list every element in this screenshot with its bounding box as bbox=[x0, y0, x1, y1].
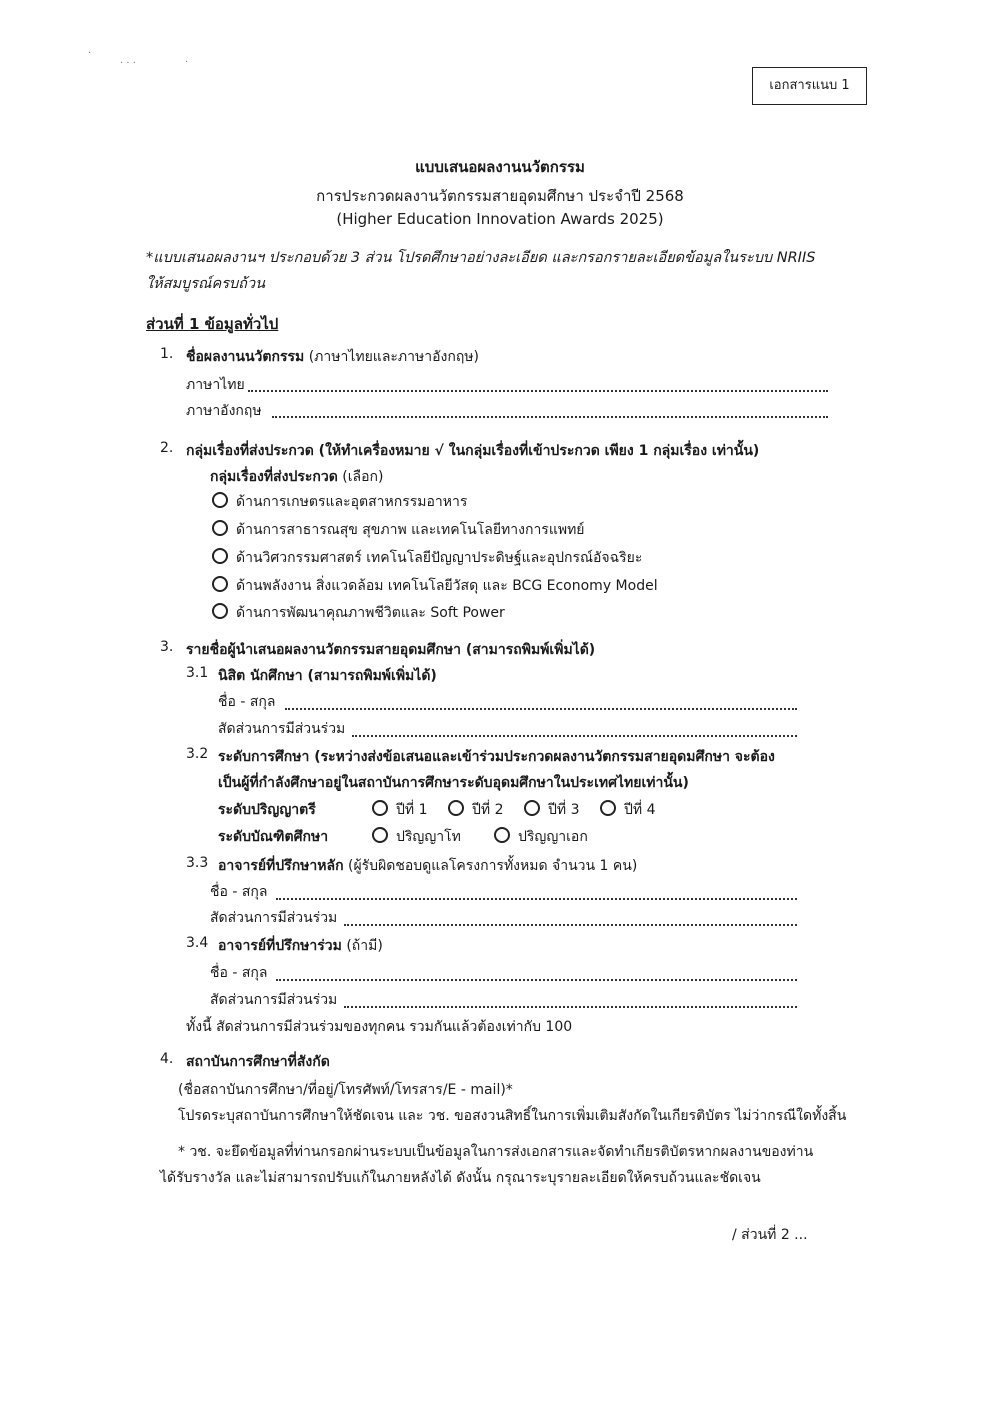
radio-circle-icon bbox=[448, 800, 464, 816]
thai-name-field[interactable] bbox=[248, 390, 828, 392]
radio-circle-icon bbox=[212, 603, 228, 619]
radio-circle-icon bbox=[372, 800, 388, 816]
category-option-label: ด้านวิศวกรรมศาสตร์ เทคโนโลยีปัญญาประดิษฐ์และอุปกรณ์อัจฉริยะ bbox=[236, 550, 643, 566]
doctorate-option[interactable] bbox=[494, 826, 588, 848]
note-line-2: ให้สมบูรณ์ครบถ้วน bbox=[146, 276, 266, 292]
category-option[interactable] bbox=[212, 575, 658, 597]
category-option-label: ด้านการพัฒนาคุณภาพชีวิตและ Soft Power bbox=[236, 605, 505, 621]
radio-circle-icon bbox=[212, 576, 228, 592]
ratio-summary: ทั้งนี้ สัดส่วนการมีส่วนร่วมของทุกคน รวมกันแล้วต้องเท่ากับ 100 bbox=[186, 1019, 573, 1035]
item-2-number: 2. bbox=[160, 440, 174, 456]
sub-3-1-title: นิสิต นักศึกษา (สามารถพิมพ์เพิ่มได้) bbox=[218, 668, 437, 684]
sub-3-4-heading bbox=[218, 935, 383, 957]
main-advisor-ratio-label: สัดส่วนการมีส่วนร่วม bbox=[210, 910, 338, 926]
year-option-label: ปีที่ 4 bbox=[624, 802, 656, 818]
radio-circle-icon bbox=[494, 827, 510, 843]
year-option-label: ปีที่ 1 bbox=[396, 802, 428, 818]
co-advisor-ratio-label: สัดส่วนการมีส่วนร่วม bbox=[210, 992, 338, 1008]
radio-circle-icon bbox=[372, 827, 388, 843]
radio-circle-icon bbox=[600, 800, 616, 816]
radio-circle-icon bbox=[212, 548, 228, 564]
form-title: แบบเสนอผลงานนวัตกรรม bbox=[415, 158, 585, 176]
item-2-title: กลุ่มเรื่องที่ส่งประกวด (ให้ทำเครื่องหมาย √ ในกลุ่มเรื่องที่เข้าประกวด เพียง 1 กลุ่มเรื่อง เท่านั้น) bbox=[186, 443, 760, 459]
english-name-label: ภาษาอังกฤษ bbox=[186, 403, 262, 419]
category-option[interactable] bbox=[212, 547, 642, 569]
category-select-label: กลุ่มเรื่องที่ส่งประกวด bbox=[210, 469, 338, 485]
category-option[interactable] bbox=[212, 519, 585, 541]
section-1-title: ส่วนที่ 1 ข้อมูลทั่วไป bbox=[146, 315, 279, 333]
item-1-number: 1. bbox=[160, 346, 174, 362]
main-advisor-name-label: ชื่อ - สกุล bbox=[210, 884, 268, 900]
co-advisor-ratio-field[interactable] bbox=[344, 1006, 797, 1008]
category-option-label: ด้านการเกษตรและอุตสาหกรรมอาหาร bbox=[236, 494, 468, 510]
scan-speck: · bbox=[185, 57, 189, 68]
category-select-hint: (เลือก) bbox=[342, 469, 384, 485]
masters-option[interactable] bbox=[372, 826, 461, 848]
continuation-note: / ส่วนที่ 2 ... bbox=[732, 1227, 808, 1243]
student-ratio-field[interactable] bbox=[352, 735, 797, 737]
footnote-line-1: * วช. จะยึดข้อมูลที่ท่านกรอกผ่านระบบเป็นข้อมูลในการส่งเอกสารและจัดทำเกียรติบัตรหากผลงานของท่าน bbox=[178, 1144, 814, 1160]
item-1-subtitle: (ภาษาไทยและภาษาอังกฤษ) bbox=[308, 349, 479, 365]
english-name-field[interactable] bbox=[272, 416, 828, 418]
category-select-heading bbox=[210, 466, 383, 488]
year-4-option[interactable] bbox=[600, 799, 655, 821]
co-advisor-name-field[interactable] bbox=[276, 979, 797, 981]
degree-option-label: ปริญญาเอก bbox=[518, 829, 588, 845]
degree-option-label: ปริญญาโท bbox=[396, 829, 461, 845]
graduate-label: ระดับบัณฑิตศึกษา bbox=[218, 829, 329, 845]
sub-3-3-heading bbox=[218, 855, 637, 877]
year-1-option[interactable] bbox=[372, 799, 427, 821]
item-1-title: ชื่อผลงานนวัตกรรม bbox=[186, 349, 305, 365]
item-4-title: สถาบันการศึกษาที่สังกัด bbox=[186, 1054, 330, 1070]
bachelor-label: ระดับปริญญาตรี bbox=[218, 802, 316, 818]
sub-3-4-number: 3.4 bbox=[186, 935, 209, 951]
sub-3-3-title: อาจารย์ที่ปรึกษาหลัก bbox=[218, 858, 344, 874]
year-2-option[interactable] bbox=[448, 799, 503, 821]
year-3-option[interactable] bbox=[524, 799, 579, 821]
year-option-label: ปีที่ 2 bbox=[472, 802, 504, 818]
category-option-label: ด้านพลังงาน สิ่งแวดล้อม เทคโนโลยีวัสดุ และ BCG Economy Model bbox=[236, 578, 658, 594]
category-option-label: ด้านการสาธารณสุข สุขภาพ และเทคโนโลยีทางการแพทย์ bbox=[236, 522, 585, 538]
item-3-title: รายชื่อผู้นำเสนอผลงานวัตกรรมสายอุดมศึกษา (สามารถพิมพ์เพิ่มได้) bbox=[186, 642, 596, 658]
sub-3-2-number: 3.2 bbox=[186, 746, 209, 762]
contest-title: การประกวดผลงานวัตกรรมสายอุดมศึกษา ประจำปี 2568 bbox=[316, 187, 684, 205]
item-4-number: 4. bbox=[160, 1051, 174, 1067]
scan-speck: · bbox=[88, 48, 92, 59]
scan-speck: · · · bbox=[120, 58, 136, 69]
radio-circle-icon bbox=[212, 520, 228, 536]
sub-3-1-number: 3.1 bbox=[186, 665, 209, 681]
note-line-1: *แบบเสนอผลงานฯ ประกอบด้วย 3 ส่วน โปรดศึกษาอย่างละเอียด และกรอกรายละเอียดข้อมูลในระบบ NRIIS bbox=[146, 250, 816, 266]
student-name-label: ชื่อ - สกุล bbox=[218, 694, 276, 710]
radio-circle-icon bbox=[212, 492, 228, 508]
sub-3-4-title: อาจารย์ที่ปรึกษาร่วม bbox=[218, 938, 342, 954]
institution-hint: (ชื่อสถาบันการศึกษา/ที่อยู่/โทรศัพท์/โทรสาร/E - mail)* bbox=[178, 1082, 513, 1098]
institution-instruction: โปรดระบุสถาบันการศึกษาให้ชัดเจน และ วช. ขอสงวนสิทธิ์ในการเพิ่มเติมสังกัดในเกียรติบัตร ไม่ว่ากรณีใดทั้งสิ้น bbox=[178, 1108, 847, 1124]
category-option[interactable] bbox=[212, 602, 505, 624]
sub-3-2-title-line-1: ระดับการศึกษา (ระหว่างส่งข้อเสนอและเข้าร่วมประกวดผลงานวัตกรรมสายอุดมศึกษา จะต้อง bbox=[218, 749, 775, 765]
sub-3-4-subtitle: (ถ้ามี) bbox=[346, 938, 383, 954]
item-1-heading bbox=[186, 346, 479, 368]
student-ratio-label: สัดส่วนการมีส่วนร่วม bbox=[218, 721, 346, 737]
sub-3-3-subtitle: (ผู้รับผิดชอบดูแลโครงการทั้งหมด จำนวน 1 คน) bbox=[348, 858, 638, 874]
radio-circle-icon bbox=[524, 800, 540, 816]
thai-name-label: ภาษาไทย bbox=[186, 377, 245, 393]
main-advisor-ratio-field[interactable] bbox=[344, 924, 797, 926]
sub-3-2-title-line-2: เป็นผู้ที่กำลังศึกษาอยู่ในสถาบันการศึกษาระดับอุดมศึกษาในประเทศไทยเท่านั้น) bbox=[218, 775, 689, 791]
footnote-line-2: ได้รับรางวัล และไม่สามารถปรับแก้ในภายหลังได้ ดังนั้น กรุณาระบุรายละเอียดให้ครบถ้วนและชัดเจน bbox=[160, 1170, 761, 1186]
category-option[interactable] bbox=[212, 491, 467, 513]
contest-title-en: (Higher Education Innovation Awards 2025) bbox=[336, 210, 664, 228]
attachment-label: เอกสารแนบ 1 bbox=[752, 67, 867, 105]
item-3-number: 3. bbox=[160, 639, 174, 655]
sub-3-3-number: 3.3 bbox=[186, 855, 209, 871]
student-name-field[interactable] bbox=[285, 708, 797, 710]
co-advisor-name-label: ชื่อ - สกุล bbox=[210, 965, 268, 981]
year-option-label: ปีที่ 3 bbox=[548, 802, 580, 818]
main-advisor-name-field[interactable] bbox=[276, 898, 797, 900]
